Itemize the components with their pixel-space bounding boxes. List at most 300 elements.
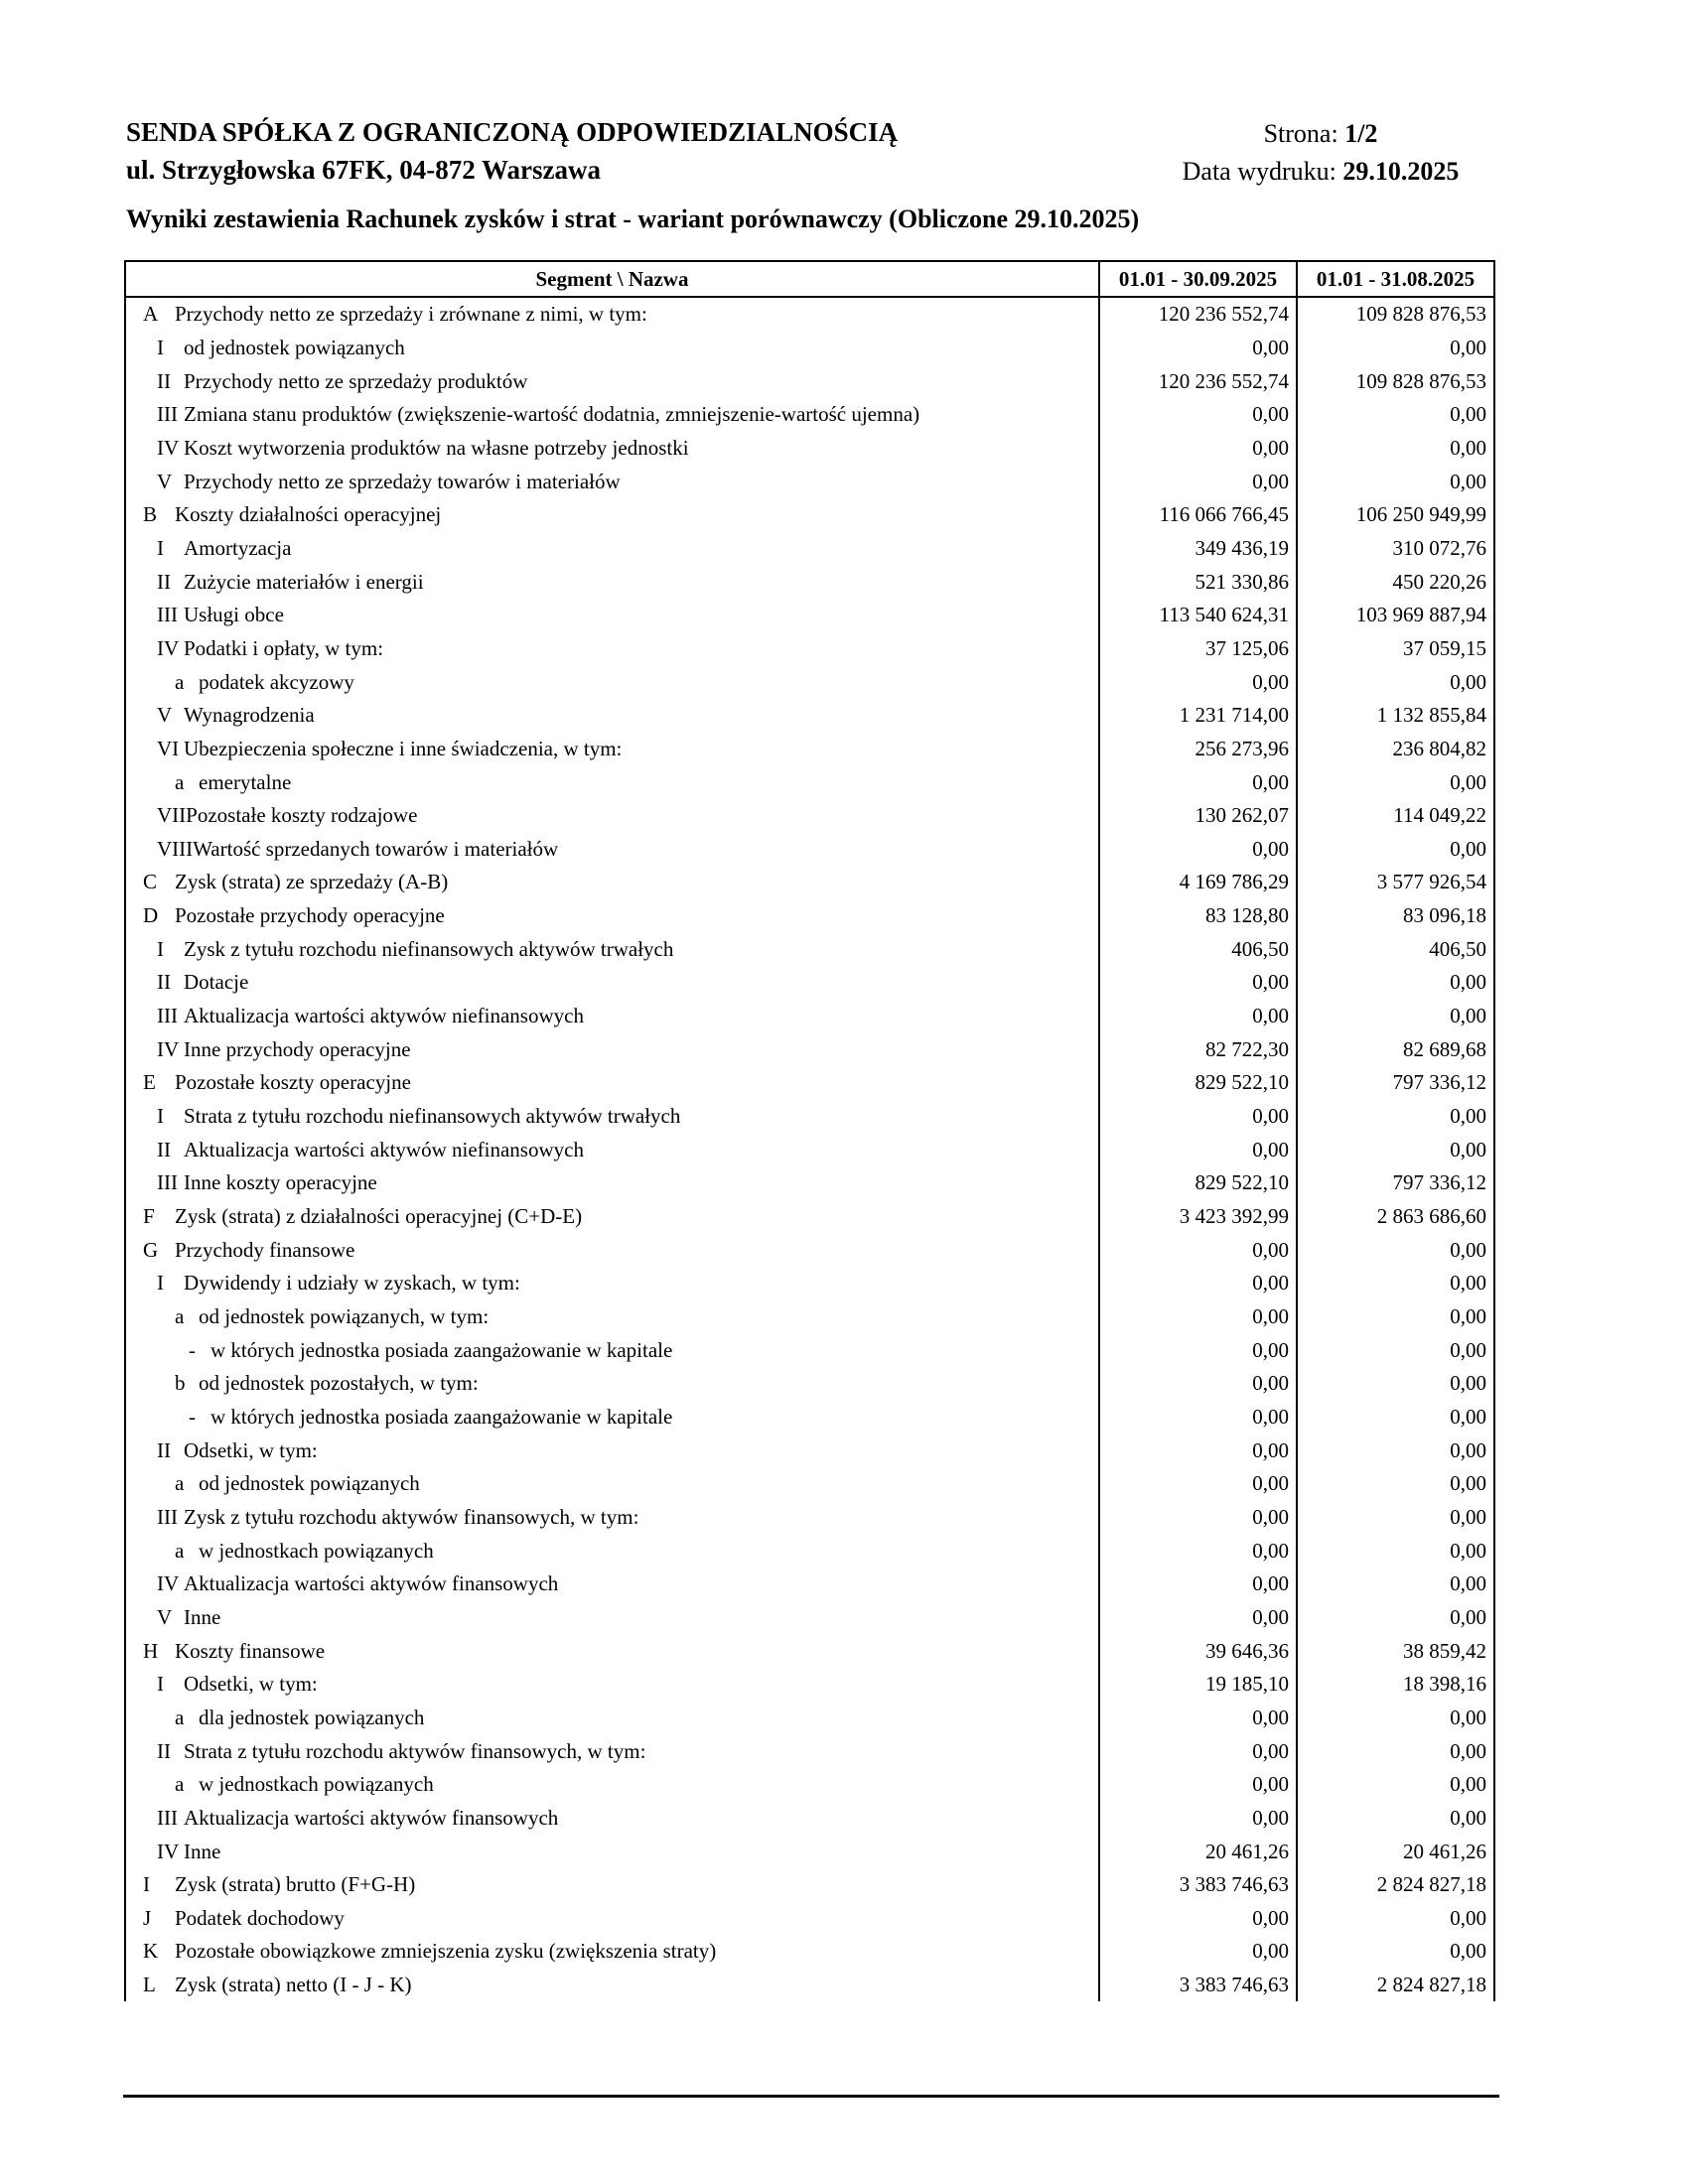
row-label: Podatki i opłaty, w tym: [184, 635, 384, 660]
results-table [124, 260, 1495, 2001]
value-period-2: 797 336,12 [1296, 1066, 1493, 1100]
table-row [126, 899, 1493, 933]
value-period-2: 20 461,26 [1296, 1835, 1493, 1868]
value-period-2: 0,00 [1296, 1467, 1493, 1501]
segment-code: III [157, 1504, 178, 1529]
table-row [126, 1969, 1493, 2002]
value-period-1: 349 436,19 [1098, 532, 1296, 566]
row-label: Strata z tytułu rozchodu aktywów finansowych, w tym: [184, 1738, 646, 1763]
row-name-cell [126, 1133, 1098, 1166]
value-period-2: 0,00 [1296, 1100, 1493, 1134]
table-row [126, 1467, 1493, 1501]
table-row [126, 1568, 1493, 1601]
row-label: Inne koszty operacyjne [184, 1170, 377, 1195]
table-header-period-1: 01.01 - 30.09.2025 [1098, 262, 1296, 296]
value-period-1: 0,00 [1098, 1401, 1296, 1434]
value-period-1: 0,00 [1098, 465, 1296, 498]
row-label: Dotacje [184, 970, 249, 995]
row-label: Pozostałe koszty rodzajowe [186, 803, 418, 828]
row-label: Koszty działalności operacyjnej [175, 502, 442, 527]
row-label: Pozostałe koszty operacyjne [175, 1070, 411, 1095]
value-period-1: 0,00 [1098, 398, 1296, 432]
table-row [126, 1166, 1493, 1200]
segment-code: - [189, 1404, 196, 1429]
value-period-1: 256 273,96 [1098, 733, 1296, 766]
value-period-1: 1 231 714,00 [1098, 699, 1296, 733]
segment-code: III [157, 402, 178, 427]
table-header-period-2: 01.01 - 31.08.2025 [1296, 262, 1493, 296]
table-row [126, 1333, 1493, 1367]
company-name: SENDA SPÓŁKA Z OGRANICZONĄ ODPOWIEDZIALNOŚCIĄ [126, 117, 899, 147]
segment-code: K [143, 1939, 159, 1964]
row-name-cell [126, 298, 1098, 332]
table-row [126, 1000, 1493, 1033]
table-row [126, 1032, 1493, 1066]
row-label: Zysk z tytułu rozchodu niefinansowych aktywów trwałych [184, 936, 674, 961]
row-label: Zysk (strata) brutto (F+G-H) [175, 1872, 416, 1897]
row-name-cell [126, 398, 1098, 432]
row-name-cell [126, 1969, 1098, 2002]
row-name-cell [126, 1902, 1098, 1936]
table-row [126, 1734, 1493, 1768]
row-label: Dywidendy i udziały w zyskach, w tym: [184, 1271, 520, 1296]
row-name-cell [126, 1267, 1098, 1300]
segment-code: C [143, 870, 158, 894]
row-label: dla jednostek powiązanych [199, 1705, 425, 1729]
value-period-1: 0,00 [1098, 966, 1296, 1000]
segment-code: I [143, 1872, 150, 1897]
value-period-2: 310 072,76 [1296, 532, 1493, 566]
row-label: od jednostek powiązanych [184, 335, 405, 359]
row-name-cell [126, 498, 1098, 532]
table-row [126, 1300, 1493, 1334]
value-period-2: 0,00 [1296, 1802, 1493, 1836]
row-name-cell [126, 1032, 1098, 1066]
value-period-1: 0,00 [1098, 332, 1296, 365]
value-period-2: 0,00 [1296, 1000, 1493, 1033]
table-row [126, 1902, 1493, 1936]
table-row [126, 966, 1493, 1000]
value-period-1: 20 461,26 [1098, 1835, 1296, 1868]
value-period-2: 0,00 [1296, 1300, 1493, 1334]
table-header-segment-name: Segment \ Nazwa [535, 266, 689, 291]
row-name-cell [126, 799, 1098, 833]
segment-code: V [157, 703, 173, 728]
row-label: Koszt wytworzenia produktów na własne potrzeby jednostki [184, 435, 689, 460]
table-row [126, 1501, 1493, 1535]
row-label: Przychody netto ze sprzedaży towarów i materiałów [184, 469, 621, 493]
row-name-cell [126, 932, 1098, 966]
row-name-cell [126, 1668, 1098, 1702]
segment-code: I [157, 1271, 164, 1296]
segment-code: A [143, 302, 159, 327]
row-name-cell [126, 1300, 1098, 1334]
table-row [126, 665, 1493, 699]
row-label: Odsetki, w tym: [184, 1672, 318, 1697]
segment-code: VIII [157, 836, 194, 861]
value-period-1: 521 330,86 [1098, 565, 1296, 599]
value-period-2: 0,00 [1296, 398, 1493, 432]
table-row [126, 1935, 1493, 1969]
row-label: od jednostek powiązanych [199, 1471, 420, 1496]
row-name-cell [126, 532, 1098, 566]
table-row [126, 532, 1493, 566]
table-row [126, 765, 1493, 799]
row-label: Wynagrodzenia [184, 703, 315, 728]
row-name-cell [126, 599, 1098, 632]
segment-code: a [175, 769, 185, 794]
value-period-1: 130 262,07 [1098, 799, 1296, 833]
row-label: Aktualizacja wartości aktywów finansowych [184, 1571, 559, 1596]
row-label: Przychody netto ze sprzedaży i zrównane z nimi, w tym: [175, 302, 647, 327]
segment-code: B [143, 502, 158, 527]
value-period-1: 0,00 [1098, 1734, 1296, 1768]
value-period-2: 3 577 926,54 [1296, 866, 1493, 899]
value-period-1: 39 646,36 [1098, 1634, 1296, 1668]
table-row [126, 1868, 1493, 1902]
table-row [126, 1401, 1493, 1434]
value-period-2: 406,50 [1296, 932, 1493, 966]
row-label: w których jednostka posiada zaangażowanie w kapitale [211, 1337, 673, 1362]
table-row [126, 1802, 1493, 1836]
segment-code: VI [157, 736, 180, 760]
row-name-cell [126, 364, 1098, 398]
table-row [126, 1835, 1493, 1868]
value-period-2: 0,00 [1296, 1568, 1493, 1601]
value-period-1: 0,00 [1098, 432, 1296, 466]
segment-code: I [157, 1672, 164, 1697]
row-name-cell [126, 1702, 1098, 1735]
report-title: Wyniki zestawienia Rachunek zysków i strat - wariant porównawczy (Obliczone 29.10.2025) [126, 205, 1140, 233]
table-row [126, 1433, 1493, 1467]
table-body [126, 298, 1493, 2001]
value-period-1: 3 423 392,99 [1098, 1200, 1296, 1234]
value-period-2: 0,00 [1296, 765, 1493, 799]
print-date-line [1132, 153, 1509, 191]
segment-code: IV [157, 435, 180, 460]
row-label: Przychody finansowe [175, 1237, 355, 1262]
value-period-1: 0,00 [1098, 1802, 1296, 1836]
value-period-2: 0,00 [1296, 1768, 1493, 1802]
row-label: Zysk z tytułu rozchodu aktywów finansowych, w tym: [184, 1504, 639, 1529]
segment-code: H [143, 1638, 159, 1663]
table-row [126, 364, 1493, 398]
segment-code: IV [157, 1571, 180, 1596]
row-label: Zmiana stanu produktów (zwiększenie-wartość dodatnia, zmniejszenie-wartość ujemna) [184, 402, 920, 427]
segment-code: b [175, 1371, 186, 1396]
segment-code: a [175, 669, 185, 694]
segment-code: a [175, 1304, 185, 1329]
table-row [126, 332, 1493, 365]
row-label: Aktualizacja wartości aktywów niefinansowych [184, 1137, 584, 1161]
table-row [126, 398, 1493, 432]
value-period-2: 0,00 [1296, 432, 1493, 466]
segment-code: a [175, 1471, 185, 1496]
table-row [126, 465, 1493, 498]
value-period-1: 0,00 [1098, 765, 1296, 799]
row-label: Inne przychody operacyjne [184, 1036, 411, 1061]
segment-code: I [157, 1104, 164, 1129]
row-label: Przychody netto ze sprzedaży produktów [184, 368, 528, 393]
row-name-cell [126, 1200, 1098, 1234]
value-period-1: 83 128,80 [1098, 899, 1296, 933]
value-period-2: 0,00 [1296, 1534, 1493, 1568]
row-name-cell [126, 1734, 1098, 1768]
segment-code: a [175, 1772, 185, 1797]
row-name-cell [126, 1000, 1098, 1033]
value-period-2: 0,00 [1296, 1367, 1493, 1401]
table-row [126, 1133, 1493, 1166]
row-name-cell [126, 966, 1098, 1000]
row-name-cell [126, 632, 1098, 666]
table-row [126, 833, 1493, 867]
table-row [126, 866, 1493, 899]
row-name-cell [126, 1367, 1098, 1401]
segment-code: III [157, 1805, 178, 1830]
value-period-2: 0,00 [1296, 1133, 1493, 1166]
table-row [126, 1066, 1493, 1100]
row-name-cell [126, 665, 1098, 699]
row-label: Ubezpieczenia społeczne i inne świadczenia, w tym: [184, 736, 623, 760]
value-period-1: 0,00 [1098, 665, 1296, 699]
row-label: Pozostałe obowiązkowe zmniejszenia zysku (zwiększenia straty) [175, 1939, 717, 1964]
value-period-1: 0,00 [1098, 1501, 1296, 1535]
row-label: Inne [184, 1839, 221, 1863]
row-label: w jednostkach powiązanych [199, 1772, 434, 1797]
row-name-cell [126, 1066, 1098, 1100]
value-period-2: 109 828 876,53 [1296, 364, 1493, 398]
value-period-1: 0,00 [1098, 1233, 1296, 1267]
row-name-cell [126, 1534, 1098, 1568]
value-period-2: 2 824 827,18 [1296, 1969, 1493, 2002]
row-label: Strata z tytułu rozchodu niefinansowych aktywów trwałych [184, 1104, 681, 1129]
table-row [126, 1200, 1493, 1234]
segment-code: L [143, 1973, 156, 1997]
value-period-1: 0,00 [1098, 1300, 1296, 1334]
row-name-cell [126, 465, 1098, 498]
table-row [126, 632, 1493, 666]
print-date-label: Data wydruku: [1182, 157, 1343, 186]
value-period-1: 0,00 [1098, 1534, 1296, 1568]
row-name-cell [126, 1835, 1098, 1868]
value-period-2: 1 132 855,84 [1296, 699, 1493, 733]
row-label: Aktualizacja wartości aktywów finansowych [184, 1805, 559, 1830]
table-row [126, 1233, 1493, 1267]
page-number-line [1132, 115, 1509, 153]
row-name-cell [126, 1100, 1098, 1134]
table-row [126, 1768, 1493, 1802]
segment-code: IV [157, 1839, 180, 1863]
value-period-2: 0,00 [1296, 1702, 1493, 1735]
row-name-cell [126, 1868, 1098, 1902]
value-period-1: 0,00 [1098, 1133, 1296, 1166]
table-row [126, 1367, 1493, 1401]
table-row [126, 1668, 1493, 1702]
segment-code: I [157, 335, 164, 359]
row-name-cell [126, 1233, 1098, 1267]
row-label: podatek akcyzowy [199, 669, 354, 694]
table-row [126, 1634, 1493, 1668]
row-name-cell [126, 833, 1098, 867]
company-address: ul. Strzygłowska 67FK, 04-872 Warszawa [126, 155, 601, 185]
table-row [126, 932, 1493, 966]
row-name-cell [126, 1467, 1098, 1501]
segment-code: IV [157, 635, 180, 660]
table-row [126, 799, 1493, 833]
value-period-2: 797 336,12 [1296, 1166, 1493, 1200]
value-period-1: 0,00 [1098, 1100, 1296, 1134]
value-period-2: 106 250 949,99 [1296, 498, 1493, 532]
value-period-1: 829 522,10 [1098, 1066, 1296, 1100]
table-row [126, 1601, 1493, 1635]
value-period-2: 83 096,18 [1296, 899, 1493, 933]
segment-code: - [189, 1337, 196, 1362]
row-label: emerytalne [199, 769, 292, 794]
row-name-cell [126, 866, 1098, 899]
segment-code: II [157, 1437, 171, 1462]
value-period-2: 450 220,26 [1296, 565, 1493, 599]
value-period-2: 0,00 [1296, 665, 1493, 699]
value-period-2: 0,00 [1296, 1501, 1493, 1535]
row-name-cell [126, 565, 1098, 599]
row-name-cell [126, 1333, 1098, 1367]
segment-code: G [143, 1237, 159, 1262]
table-row [126, 1100, 1493, 1134]
value-period-2: 0,00 [1296, 1401, 1493, 1434]
segment-code: II [157, 970, 171, 995]
row-name-cell [126, 432, 1098, 466]
company-block [126, 113, 898, 189]
row-name-cell [126, 1634, 1098, 1668]
value-period-2: 0,00 [1296, 1333, 1493, 1367]
page-number-value: 1/2 [1344, 119, 1378, 148]
row-name-cell [126, 1401, 1098, 1434]
value-period-1: 0,00 [1098, 1433, 1296, 1467]
page-number-label: Strona: [1263, 119, 1345, 148]
value-period-1: 4 169 786,29 [1098, 866, 1296, 899]
row-label: Pozostałe przychody operacyjne [175, 903, 445, 928]
segment-code: a [175, 1705, 185, 1729]
row-name-cell [126, 1601, 1098, 1635]
print-date-value: 29.10.2025 [1342, 157, 1460, 186]
value-period-1: 37 125,06 [1098, 632, 1296, 666]
segment-code: J [143, 1905, 152, 1930]
value-period-1: 0,00 [1098, 1333, 1296, 1367]
segment-code: III [157, 603, 178, 627]
table-row [126, 432, 1493, 466]
row-name-cell [126, 733, 1098, 766]
value-period-2: 38 859,42 [1296, 1634, 1493, 1668]
value-period-2: 0,00 [1296, 1734, 1493, 1768]
table-row [126, 1534, 1493, 1568]
segment-code: II [157, 569, 171, 594]
row-label: Zysk (strata) ze sprzedaży (A-B) [175, 870, 449, 894]
table-row [126, 699, 1493, 733]
row-name-cell [126, 699, 1098, 733]
segment-code: F [143, 1204, 155, 1229]
value-period-2: 0,00 [1296, 465, 1493, 498]
value-period-1: 0,00 [1098, 1601, 1296, 1635]
value-period-2: 236 804,82 [1296, 733, 1493, 766]
value-period-2: 82 689,68 [1296, 1032, 1493, 1066]
value-period-2: 0,00 [1296, 1601, 1493, 1635]
row-label: Amortyzacja [184, 535, 292, 560]
value-period-1: 0,00 [1098, 1702, 1296, 1735]
table-row [126, 498, 1493, 532]
row-name-cell [126, 1768, 1098, 1802]
row-name-cell [126, 1568, 1098, 1601]
value-period-1: 82 722,30 [1098, 1032, 1296, 1066]
segment-code: I [157, 535, 164, 560]
value-period-2: 2 863 686,60 [1296, 1200, 1493, 1234]
segment-code: a [175, 1538, 185, 1563]
row-label: Koszty finansowe [175, 1638, 326, 1663]
value-period-1: 0,00 [1098, 1935, 1296, 1969]
row-label: w których jednostka posiada zaangażowanie w kapitale [211, 1404, 673, 1429]
segment-code: II [157, 1137, 171, 1161]
table-row [126, 1267, 1493, 1300]
segment-code: III [157, 1170, 178, 1195]
value-period-2: 0,00 [1296, 1902, 1493, 1936]
footer-rule [123, 2095, 1499, 2098]
value-period-2: 0,00 [1296, 966, 1493, 1000]
table-row [126, 599, 1493, 632]
row-name-cell [126, 1433, 1098, 1467]
value-period-2: 114 049,22 [1296, 799, 1493, 833]
table-row [126, 565, 1493, 599]
row-name-cell [126, 332, 1098, 365]
table-row [126, 298, 1493, 332]
value-period-1: 0,00 [1098, 833, 1296, 867]
table-header-row [126, 262, 1493, 298]
value-period-1: 406,50 [1098, 932, 1296, 966]
row-name-cell [126, 1802, 1098, 1836]
value-period-1: 0,00 [1098, 1902, 1296, 1936]
segment-code: VII [157, 803, 187, 828]
row-label: Inne [184, 1604, 221, 1629]
table-row [126, 733, 1493, 766]
value-period-2: 0,00 [1296, 1433, 1493, 1467]
value-period-2: 0,00 [1296, 332, 1493, 365]
value-period-1: 0,00 [1098, 1768, 1296, 1802]
value-period-1: 0,00 [1098, 1568, 1296, 1601]
row-label: od jednostek pozostałych, w tym: [199, 1371, 479, 1396]
value-period-1: 3 383 746,63 [1098, 1969, 1296, 2002]
row-label: Odsetki, w tym: [184, 1437, 318, 1462]
value-period-2: 0,00 [1296, 833, 1493, 867]
value-period-1: 0,00 [1098, 1000, 1296, 1033]
value-period-2: 0,00 [1296, 1233, 1493, 1267]
segment-code: III [157, 1004, 178, 1028]
segment-code: II [157, 1738, 171, 1763]
print-info-block [1132, 115, 1509, 191]
segment-code: I [157, 936, 164, 961]
value-period-2: 2 824 827,18 [1296, 1868, 1493, 1902]
value-period-2: 0,00 [1296, 1935, 1493, 1969]
value-period-2: 103 969 887,94 [1296, 599, 1493, 632]
value-period-1: 3 383 746,63 [1098, 1868, 1296, 1902]
row-label: Wartość sprzedanych towarów i materiałów [193, 836, 559, 861]
value-period-1: 120 236 552,74 [1098, 298, 1296, 332]
value-period-1: 19 185,10 [1098, 1668, 1296, 1702]
value-period-2: 37 059,15 [1296, 632, 1493, 666]
row-label: Podatek dochodowy [175, 1905, 345, 1930]
value-period-1: 0,00 [1098, 1267, 1296, 1300]
row-label: od jednostek powiązanych, w tym: [199, 1304, 490, 1329]
row-label: Aktualizacja wartości aktywów niefinansowych [184, 1004, 584, 1028]
segment-code: E [143, 1070, 156, 1095]
row-name-cell [126, 1501, 1098, 1535]
